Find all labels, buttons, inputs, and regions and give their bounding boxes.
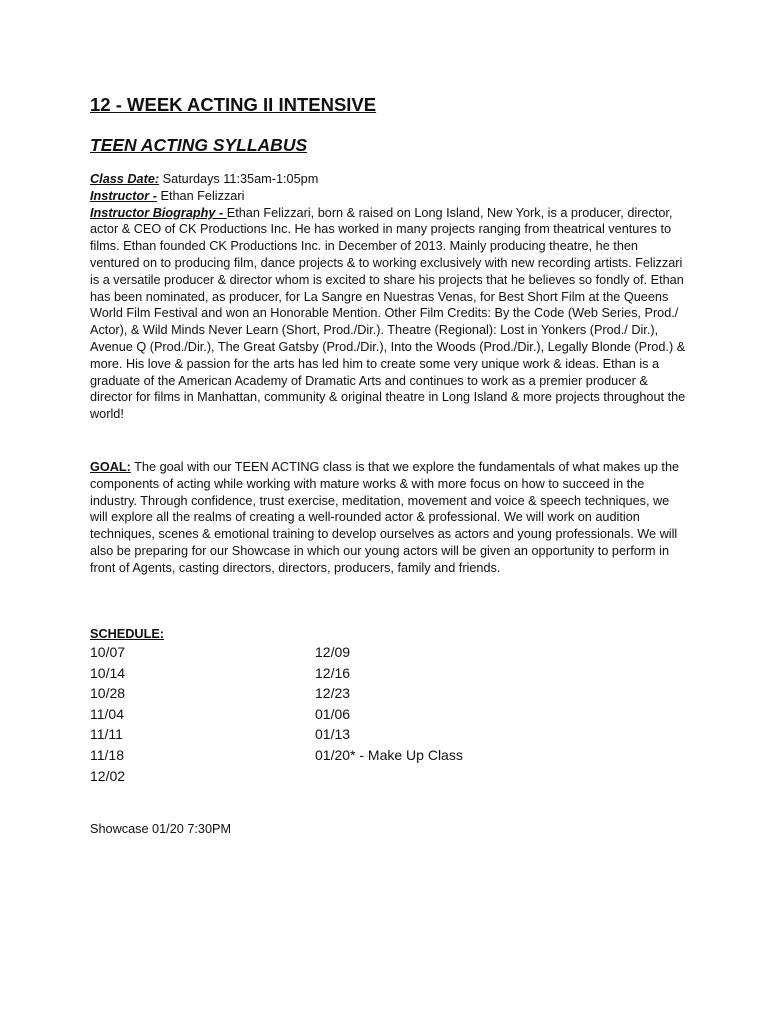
schedule-date: 12/16 bbox=[315, 664, 351, 681]
schedule-date: 10/07 bbox=[90, 644, 126, 660]
class-date-line bbox=[90, 171, 686, 188]
document-title: 12 - WEEK ACTING II INTENSIVE bbox=[90, 94, 377, 115]
schedule-date: 01/20* - Make Up Class bbox=[315, 746, 463, 763]
document-subtitle: TEEN ACTING SYLLABUS bbox=[90, 135, 308, 155]
schedule-date: 01/13 bbox=[315, 726, 351, 743]
schedule-date: 12/02 bbox=[90, 767, 126, 784]
schedule-date: 12/09 bbox=[315, 644, 351, 660]
goal-paragraph bbox=[90, 459, 686, 577]
schedule-date: 11/18 bbox=[90, 746, 124, 763]
schedule-column-left bbox=[90, 642, 125, 786]
goal-label: GOAL: bbox=[90, 460, 131, 474]
schedule-date: 11/11 bbox=[90, 726, 123, 743]
instructor-line bbox=[90, 188, 686, 205]
goal-text: The goal with our TEEN ACTING class is that we explore the fundamentals of what makes up the components of acting while working with mature works & with more focus on how to succeed in the industry. Through confidence, trust exercise, meditation, movement and voice & speech techniques, we will explore all the realms of creating a well-rounded actor & professional. We will work on audition techniques, scenes & emotional training to develop ourselves as actors and young professionals. We will also be preparing for our Showcase in which our young actors will be given an opportunity to perform in front of Agents, casting directors, directors, producers, family and friends. bbox=[90, 460, 680, 575]
showcase-line: Showcase 01/20 7:30PM bbox=[90, 822, 232, 836]
instructor-value: Ethan Felizzari bbox=[156, 188, 245, 203]
schedule-label: SCHEDULE: bbox=[90, 627, 165, 641]
schedule-date: 12/23 bbox=[315, 685, 351, 702]
schedule-date: 11/04 bbox=[90, 705, 124, 722]
class-date-label: Class Date: bbox=[90, 172, 160, 186]
class-info bbox=[90, 171, 686, 423]
biography-paragraph bbox=[90, 205, 686, 423]
instructor-label: Instructor - bbox=[90, 188, 157, 203]
biography-text: Ethan Felizzari, born & raised on Long Island, New York, is a producer, director, actor & CEO of CK Productions Inc. He has worked in many projects ranging from theatrical ventures to films. Ethan founded CK Productions Inc. in December of 2013. Mainly producing theatre, he then ventured on to producing film, dance projects & to working exclusively with new recording artists. Felizzari is a versatile producer & director whom is excited to share his projects that he believes so fondly of. Ethan has been nominated, as producer, for La Sangre en Nuestras Venas, for Best Short Film at the Queens World Film Festival and won an Honorable Mention. Other Film Credits: By the Code (Web Series, Prod./ Actor), & Wild Minds Never Learn (Short, Prod./Dir.). Theatre (Regional): Lost in Yonkers (Prod./ Dir.), Avenue Q (Prod./Dir.), The Great Gatsby (Prod./Dir.), Into the Woods (Prod./Dir.), Legally Blonde (Prod.) & more. His love & passion for the arts has led him to create some very unique work & ideas. Ethan is a graduate of the American Academy of Dramatic Arts and continues to work as a premier producer & director for films in Manhattan, community & original theatre in Long Island & more projects throughout the world! bbox=[90, 205, 686, 422]
schedule-date: 10/14 bbox=[90, 664, 126, 681]
schedule-date: 01/06 bbox=[315, 705, 351, 722]
biography-label: Instructor Biography - bbox=[90, 205, 227, 220]
class-date-value: Saturdays 11:35am-1:05pm bbox=[159, 172, 319, 186]
schedule-column-right bbox=[315, 642, 463, 766]
schedule-date: 10/28 bbox=[90, 685, 126, 702]
